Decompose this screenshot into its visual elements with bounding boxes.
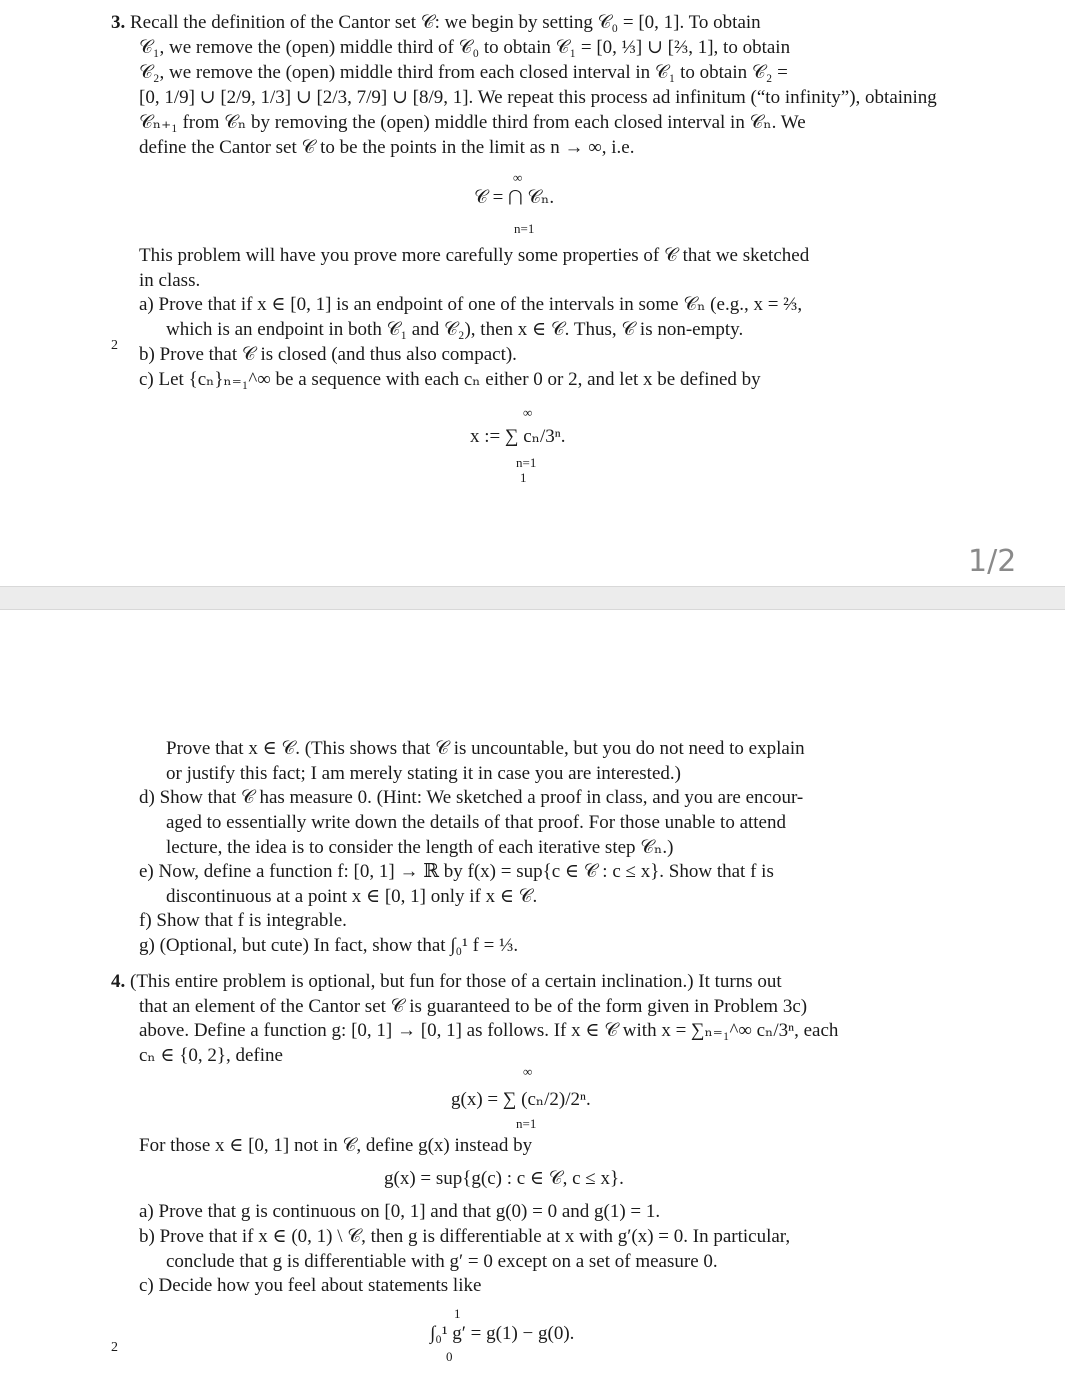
part-c-continued-line-1: Prove that x ∈ 𝒞. (This shows that 𝒞 is uncountable, but you do not need to explain <box>166 738 805 759</box>
not-in-c-line: For those x ∈ [0, 1] not in 𝒞, define g(x) instead by <box>139 1135 533 1156</box>
integral-upper-limit: 1 <box>454 1306 461 1321</box>
problem-4-part-b-line-2: conclude that g is differentiable with g′ = 0 except on a set of measure 0. <box>166 1251 718 1272</box>
part-d-line-3: lecture, the idea is to consider the length of each iterative step 𝒞ₙ.) <box>166 837 674 858</box>
part-f: f) Show that f is integrable. <box>139 910 347 931</box>
page-number: 2 <box>111 1340 118 1355</box>
problem-3-line-2: 𝒞₁, we remove the (open) middle third of 𝒞₀ to obtain 𝒞₁ = [0, ⅓] ∪ [⅔, 1], to obtain <box>139 37 791 58</box>
problem-3-text-1: Recall the definition of the Cantor set 𝒞: we begin by setting 𝒞₀ = [0, 1]. To obtain <box>130 12 761 33</box>
problem-4-part-a: a) Prove that g is continuous on [0, 1] and that g(0) = 0 and g(1) = 1. <box>139 1201 661 1222</box>
problem-3-line-5: 𝒞ₙ₊₁ from 𝒞ₙ by removing the (open) middle third from each closed interval in 𝒞ₙ. We <box>139 112 806 133</box>
part-d-line-1: d) Show that 𝒞 has measure 0. (Hint: We sketched a proof in class, and you are encour- <box>139 787 804 808</box>
problem-4-line-4: cₙ ∈ {0, 2}, define <box>139 1045 283 1066</box>
sup-display: g(x) = sup{g(c) : c ∈ 𝒞, c ≤ x}. <box>384 1168 624 1189</box>
page-indicator: 1/2 <box>968 544 1017 579</box>
part-a-line-1: a) Prove that if x ∈ [0, 1] is an endpoint of one of the intervals in some 𝒞ₙ (e.g., x = ⅔, <box>139 294 803 315</box>
part-b: b) Prove that 𝒞 is closed (and thus also compact). <box>139 344 517 365</box>
page-separator <box>0 586 1065 610</box>
problem-4-line-1 <box>111 970 782 995</box>
part-c: c) Let {cₙ}ₙ₌₁^∞ be a sequence with each cₙ either 0 or 2, and let x be defined by <box>139 369 761 390</box>
sum-lower-limit: n=1 <box>516 455 537 470</box>
problem-4-part-b-line-1: b) Prove that if x ∈ (0, 1) \ 𝒞, then g is differentiable at x with g′(x) = 0. In particular, <box>139 1226 791 1247</box>
part-g: g) (Optional, but cute) In fact, show that ∫₀¹ f = ⅓. <box>139 935 519 956</box>
stray-footnote-mark: 1 <box>520 470 527 485</box>
intro-line-2: in class. <box>139 270 201 291</box>
part-e-line-1: e) Now, define a function f: [0, 1] → ℝ by f(x) = sup{c ∈ 𝒞 : c ≤ x}. Show that f is <box>139 861 774 882</box>
sum-display: x := ∑ cₙ/3ⁿ. <box>470 426 566 447</box>
integral-display: ∫₀¹ g′ = g(1) − g(0). <box>430 1323 575 1344</box>
part-c-continued-line-2: or justify this fact; I am merely stating it in case you are interested.) <box>166 763 681 784</box>
intersection-upper-limit: ∞ <box>513 170 523 185</box>
problem-3-number: 3. <box>111 12 126 33</box>
g-sum-upper-limit: ∞ <box>523 1064 533 1079</box>
document-page-1 <box>0 0 1065 586</box>
intro-line-1: This problem will have you prove more carefully some properties of 𝒞 that we sketched <box>139 245 810 266</box>
part-d-line-2: aged to essentially write down the details of that proof. For those unable to attend <box>166 812 786 833</box>
part-a-line-2: which is an endpoint in both 𝒞₁ and 𝒞₂), then x ∈ 𝒞. Thus, 𝒞 is non-empty. <box>166 319 744 340</box>
sum-upper-limit: ∞ <box>523 405 533 420</box>
problem-4-part-c: c) Decide how you feel about statements like <box>139 1275 482 1296</box>
integral-lower-limit: 0 <box>446 1349 453 1364</box>
g-sum-lower-limit: n=1 <box>516 1116 537 1131</box>
problem-4-line-3: above. Define a function g: [0, 1] → [0, 1] as follows. If x ∈ 𝒞 with x = ∑ₙ₌₁^∞ cₙ/3ⁿ, each <box>139 1020 839 1041</box>
intersection-lower-limit: n=1 <box>514 221 535 236</box>
problem-3-line-6: define the Cantor set 𝒞 to be the points in the limit as n → ∞, i.e. <box>139 137 635 158</box>
part-e-line-2: discontinuous at a point x ∈ [0, 1] only if x ∈ 𝒞. <box>166 886 538 907</box>
problem-3-line-4: [0, 1/9] ∪ [2/9, 1/3] ∪ [2/3, 7/9] ∪ [8/9, 1]. We repeat this process ad infinitum (“to infinity”), obtaining <box>139 87 937 108</box>
g-sum-display: g(x) = ∑ (cₙ/2)/2ⁿ. <box>451 1089 591 1110</box>
problem-3-line-3: 𝒞₂, we remove the (open) middle third from each closed interval in 𝒞₁ to obtain 𝒞₂ = <box>139 62 788 83</box>
problem-4-line-2: that an element of the Cantor set 𝒞 is guaranteed to be of the form given in Problem 3c) <box>139 996 808 1017</box>
page-number-label: 2 <box>111 338 118 353</box>
problem-4-text-1: (This entire problem is optional, but fun for those of a certain inclination.) It turns out <box>130 971 782 992</box>
problem-4-number: 4. <box>111 971 126 992</box>
intersection-display: 𝒞 = ⋂ 𝒞ₙ. <box>474 187 555 208</box>
problem-3-line-1 <box>111 11 938 36</box>
